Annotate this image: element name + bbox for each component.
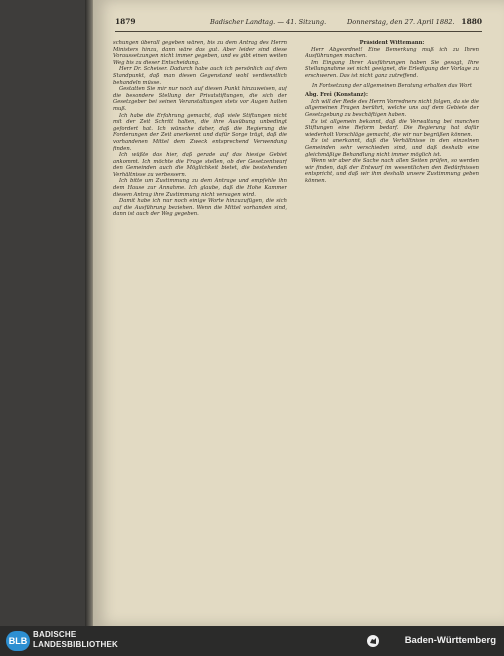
right-paragraph: Wenn wir aber die Sache nach allen Seiten prüfen, so werden wir finden, daß der Entwurf im wesentlichen den Bedürfnissen entspricht, und daß wir ihm deshalb unsere Zustimmung geben können.	[305, 158, 479, 184]
page-header	[115, 17, 482, 31]
right-page-number: 1880	[461, 17, 482, 26]
scanned-page	[93, 0, 504, 626]
left-paragraph: Ich habe die Erfahrung gemacht, daß viele Stiftungen nicht mit der Zeit Schritt halten, die ihre Ausübung unbedingt gefordert hat. Ich wünsche daher, daß die Regierung die Forderungen der Zeit anerkennt und dafür Sorge trägt, daß die vorhandenen Mittel dem Zweck entsprechend Verwendung finden.	[113, 112, 287, 152]
left-page-number: 1879	[115, 17, 136, 26]
header-rule	[115, 31, 482, 32]
left-paragraph: schungen überall gegeben wären, bis zu dem Antrag des Herrn Ministers hinzu, dann wäre das gut. Aber leider sind diese Voraussetzungen nicht immer gegeben, und es gibt einen weiten Weg bis zu dieser Entscheidung.	[113, 40, 287, 66]
library-name	[33, 630, 118, 650]
left-paragraph: Gestatten Sie mir nur noch auf diesen Punkt hinzuweisen, auf die besondere Stellung der Privatstiftungen, die sich der Gesetzgeber bei seinen Veranstaltungen stets vor Augen halten muß.	[113, 86, 287, 112]
speaker-heading: Präsident Wittemann:	[359, 40, 425, 46]
right-paragraph: Im Eingang Ihrer Ausführungen haben Sie gesagt, Ihre Stellungnahme sei nicht geeignet, die Erledigung der Vorlage zu erschweren. Das ist nicht ganz zutreffend.	[305, 59, 479, 79]
blb-logo[interactable]: BLB	[6, 631, 30, 651]
continuation-note: In Fortsetzung der allgemeinen Beratung erhalten das Wort	[312, 82, 472, 89]
lion-crest-icon	[366, 634, 380, 648]
right-paragraph: Herr Abgeordnet! Eine Bemerkung muß ich zu Ihren Ausführungen machen.	[305, 46, 479, 60]
speaker-heading: Abg. Frei (Konstanz):	[305, 92, 368, 99]
left-paragraph: Ich wüßte das hier, daß gerade auf das hiesige Gebiet ankommt. Ich möchte die Frage stellen, ob der Gesetzentwurf den Gemeinden auch die Möglichkeit bietet, die bestehenden Verhältnisse zu verbessern.	[113, 152, 287, 178]
right-paragraph: Es ist allgemein bekannt, daß die Verwaltung bei manchen Stiftungen eine Reform bedarf. Die Regierung hat dafür wiederholt Vorschläge gemacht, die wir nur begrüßen können.	[305, 118, 479, 138]
right-paragraph: Ich will der Rede des Herrn Vorredners nicht folgen, da sie die allgemeinen Fragen berührt, welche uns auf dem Gebiete der Gesetzgebung zu beschäftigen haben.	[305, 98, 479, 118]
right-paragraph: Es ist anerkannt, daß die Verhältnisse in den einzelnen Gemeinden sehr verschieden sind, und daß deshalb eine gleichmäßige Behandlung nicht immer möglich ist.	[305, 138, 479, 158]
left-paragraph: Herr Dr. Scheiser. Dadurch habe auch ich persönlich auf dem Standpunkt, daß man diesen Gegenstand wohl verdienstlich behandeln müsse.	[113, 66, 287, 86]
library-name-line2: LANDESBIBLIOTHEK	[33, 640, 118, 649]
state-logo-text[interactable]: Baden-Württemberg	[404, 635, 496, 646]
header-session: Badischer Landtag. — 41. Sitzung.	[210, 18, 327, 26]
library-name-line1: BADISCHE	[33, 630, 77, 639]
left-paragraph: Ich bitte um Zustimmung zu dem Antrage und empfehle ihn dem Hause zur Annahme. Ich glaube, daß die Hohe Kammer diesem Antrag ihre Zustimmung nicht versagen wird.	[113, 178, 287, 198]
left-text-column	[113, 40, 287, 605]
header-date: Donnerstag, den 27. April 1882.	[347, 18, 455, 26]
right-text-column	[305, 40, 479, 605]
viewer-footer	[0, 626, 504, 656]
left-paragraph: Damit habe ich nur noch einige Worte hinzuzufügen, die sich auf die Ausführung beziehen. Wenn die Mittel vorhanden sind, dann ist auch der Weg gegeben.	[113, 198, 287, 218]
